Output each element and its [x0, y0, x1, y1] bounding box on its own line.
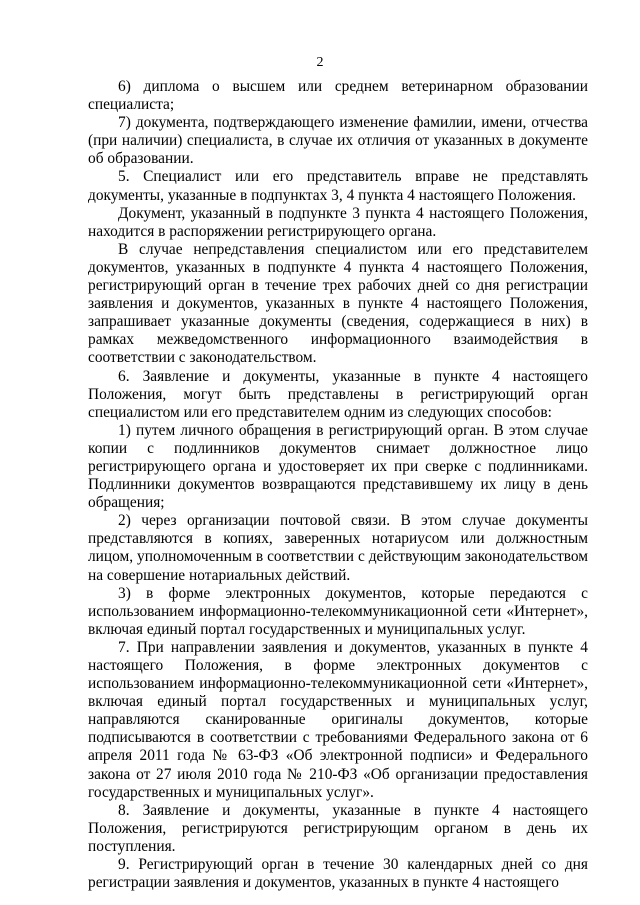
- paragraph-clause-5: 5. Специалист или его представитель вправе не представлять документы, указанные в подпунктах 3, 4 пункта 4 настоящего Положения.: [88, 168, 588, 204]
- paragraph-method-electronic: 3) в форме электронных документов, которые передаются с использованием информационно-телекоммуникационной сети «Интернет», включая единый портал государственных и муниципальных услуг.: [88, 584, 588, 638]
- paragraph-clause-6: 6. Заявление и документы, указанные в пункте 4 настоящего Положения, могут быть представлены в регистрирующий орган специалистом или его представителем одним из следующих способов:: [88, 367, 588, 421]
- paragraph-item-7-name-change: 7) документа, подтверждающего изменение фамилии, имени, отчества (при наличии) специалиста, в случае их отличия от указанных в документе об образовании.: [88, 114, 588, 168]
- paragraph-method-in-person: 1) путем личного обращения в регистрирующий орган. В этом случае копии с подлинников документов снимает должностное лицо регистрирующего органа и удостоверяет их при сверке с подлинниками. Подлинники документов возвращаются представившему их лицу в день обращения;: [88, 421, 588, 512]
- paragraph-method-post: 2) через организации почтовой связи. В этом случае документы представляются в копиях, заверенных нотариусом или должностным лицом, уполномоченным в соответствии с действующим законодательством на совершение нотариальных действий.: [88, 512, 588, 584]
- page-number: 2: [316, 55, 324, 70]
- paragraph-document-registry: Документ, указанный в подпункте 3 пункта 4 настоящего Положения, находится в распоряжении регистрирующего органа.: [88, 204, 588, 240]
- paragraph-item-6-diploma: 6) диплома о высшем или среднем ветеринарном образовании специалиста;: [88, 78, 588, 114]
- paragraph-clause-8: 8. Заявление и документы, указанные в пункте 4 настоящего Положения, регистрируются регистрирующим органом в день их поступления.: [88, 801, 588, 855]
- paragraph-clause-7: 7. При направлении заявления и документов, указанных в пункте 4 настоящего Положения, в форме электронных документов с использованием информационно-телекоммуникационной сети «Интернет», включая единый портал государственных и муниципальных услуг, направляются сканированные оригиналы документов, которые подписываются в соответствии с требованиями Федерального закона от 6 апреля 2011 года № 63-ФЗ «Об электронной подписи» и Федерального закона от 27 июля 2010 года № 210-ФЗ «Об организации предоставления государственных и муниципальных услуг».: [88, 638, 588, 801]
- paragraph-clause-9: 9. Регистрирующий орган в течение 30 календарных дней со дня регистрации заявления и документов, указанных в пункте 4 настоящего: [88, 856, 588, 892]
- document-body: [88, 78, 588, 892]
- paragraph-non-submission: В случае непредставления специалистом или его представителем документов, указанных в подпункте 4 пункта 4 настоящего Положения, регистрирующий орган в течение трех рабочих дней со дня регистрации заявления и документов, указанных в пункте 4 настоящего Положения, запрашивает указанные документы (сведения, содержащиеся в них) в рамках межведомственного информационного взаимодействия в соответствии с законодательством.: [88, 240, 588, 367]
